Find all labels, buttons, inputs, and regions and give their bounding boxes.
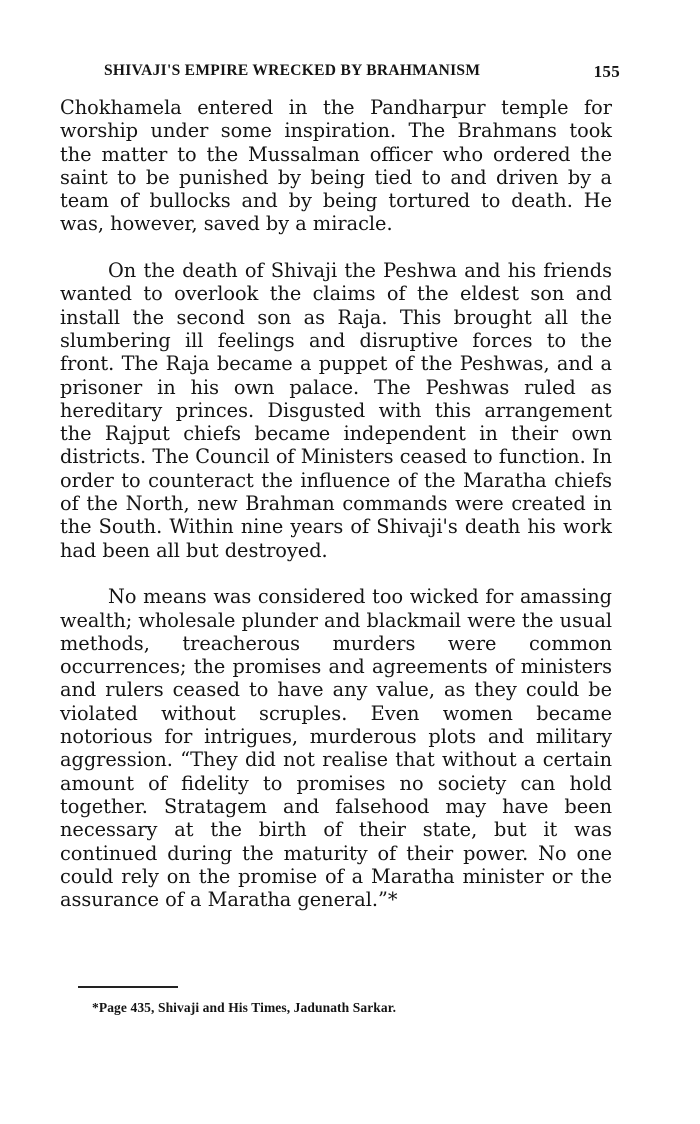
paragraph-chokhamela: Chokhamela entered in the Pandharpur temple for worship under some inspiration. The Brahmans took the matter to the Mussalman officer who ordered the saint to be punished by being tied to and driven by a team of bullocks and by being tortured to death. He was, however, saved by a miracle. <box>60 96 612 236</box>
paragraph-wicked-means: No means was considered too wicked for amassing wealth; wholesale plunder and blackmail were the usual methods, treacherous murders were common occurrences; the promises and agreements of ministers and rulers ceased to have any value, as they could be violated without scruples. Even women became notorious for intrigues, murderous plots and military aggression. “They did not realise that without a certain amount of fidelity to promises no society can hold together. Stratagem and falsehood may have been necessary at the birth of their state, but it was continued during the maturity of their power. No one could rely on the promise of a Maratha minister or the assurance of a Maratha general.”* <box>60 585 612 912</box>
running-title: SHIVAJI'S EMPIRE WRECKED BY BRAHMANISM <box>104 62 481 79</box>
paragraph-peshwa-succession: On the death of Shivaji the Peshwa and his friends wanted to overlook the claims of the eldest son and install the second son as Raja. This brought all the slumbering ill feelings and disruptive forces to the front. The Raja became a puppet of the Peshwas, and a prisoner in his own palace. The Peshwas ruled as hereditary princes. Disgusted with this arrangement the Rajput chiefs became independent in their own districts. The Council of Ministers ceased to function. In order to counteract the influence of the Maratha chiefs of the North, new Brahman commands were created in the South. Within nine years of Shivaji's death his work had been all but destroyed. <box>60 259 612 562</box>
page-number: 155 <box>593 62 620 81</box>
body-text <box>60 96 612 911</box>
footnote-rule <box>78 986 178 988</box>
footnote: *Page 435, Shivaji and His Times, Jadunath Sarkar. <box>92 1000 397 1015</box>
